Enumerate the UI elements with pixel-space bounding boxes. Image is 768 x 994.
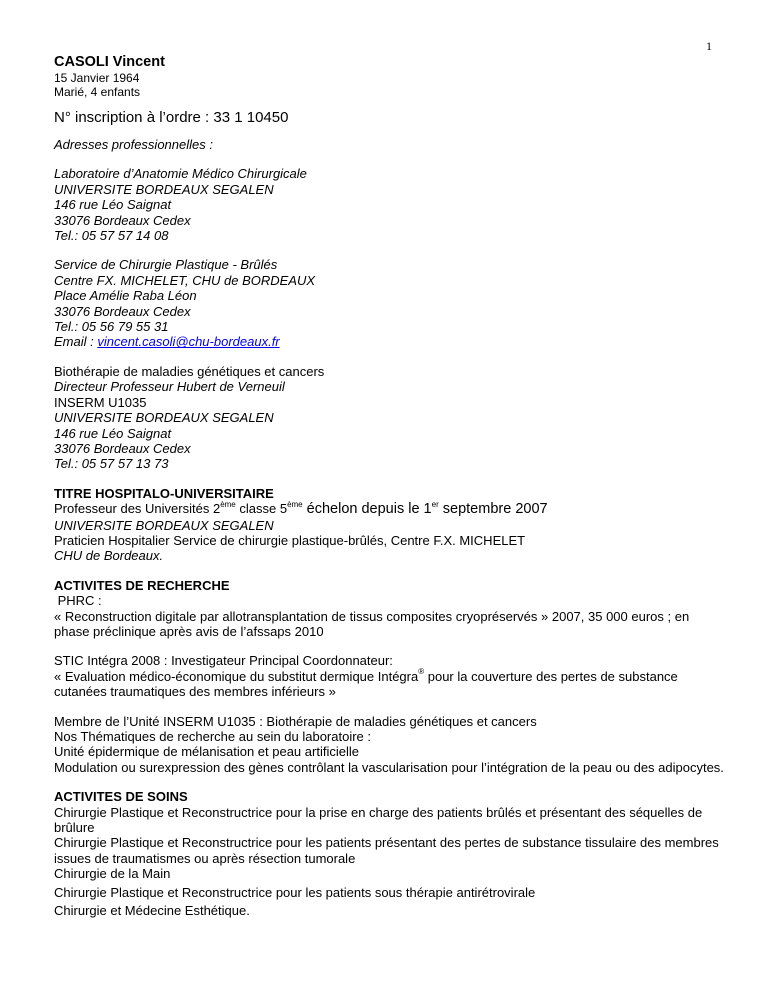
address-line: Service de Chirurgie Plastique - Brûlés — [54, 257, 278, 273]
address-line: 146 rue Léo Saignat — [54, 425, 172, 441]
soins-item: Chirurgie Plastique et Reconstructrice pour les patients sous thérapie antirétrovirale — [54, 884, 536, 900]
theme-item: Unité épidermique de mélanisation et peau artificielle — [54, 744, 359, 760]
birth-date: 15 Janvier 1964 — [54, 71, 140, 85]
address-line: 146 rue Léo Saignat — [54, 197, 172, 213]
person-name: CASOLI Vincent — [54, 54, 165, 70]
lab-address — [54, 166, 724, 243]
soins-item: Chirurgie de la Main — [54, 866, 171, 882]
registration-number: N° inscription à l’ordre : 33 1 10450 — [54, 109, 289, 126]
biotherapy-address — [54, 364, 724, 472]
professor-text: septembre 2007 — [438, 501, 548, 518]
address-line: UNIVERSITE BORDEAUX SEGALEN — [54, 181, 274, 197]
stic-line: STIC Intégra 2008 : Investigateur Principal Coordonnateur: — [54, 653, 393, 669]
address-line: Place Amélie Raba Léon — [54, 288, 197, 304]
stic-text-a: « Evaluation médico-économique du substitut dermique Intégra — [54, 668, 419, 684]
ordinal-sup: er — [431, 499, 439, 509]
professor-line — [54, 501, 724, 517]
theme-item: Modulation ou surexpression des gènes contrôlant la vascularisation pour l’intégration de la peau ou des adipocytes. — [54, 759, 724, 775]
address-line: Tel.: 05 56 79 55 31 — [54, 319, 169, 335]
unit-line: INSERM U1035 — [54, 394, 147, 410]
registered-sup: ® — [418, 667, 425, 677]
cv-content — [54, 54, 724, 918]
address-line: 33076 Bordeaux Cedex — [54, 440, 191, 456]
address-line: 33076 Bordeaux Cedex — [54, 212, 191, 228]
phrc-text: « Reconstruction digitale par allotransplantation de tissus composites cryopréservés » 2007, 35 000 euros ; en phase préclinique après avis de l’afssaps 2010 — [54, 608, 690, 639]
praticien-line: Praticien Hospitalier Service de chirurgie plastique-brûlés, Centre F.X. MICHELET — [54, 532, 526, 548]
chu-line: CHU de Bordeaux. — [54, 548, 164, 564]
soins-item: Chirurgie Plastique et Reconstructrice pour la prise en charge des patients brûlés et présentant des séquelles de brûlure — [54, 804, 703, 836]
professor-text: Professeur des Universités 2 — [54, 501, 221, 517]
email-line — [54, 334, 724, 349]
address-line: Tel.: 05 57 57 13 73 — [54, 456, 169, 472]
ordinal-sup: ème — [220, 499, 236, 509]
themes-line: Nos Thématiques de recherche au sein du laboratoire : — [54, 729, 372, 744]
soins-heading: ACTIVITES DE SOINS — [54, 789, 188, 805]
address-line: Laboratoire d’Anatomie Médico Chirurgicale — [54, 166, 307, 182]
professor-text: échelon depuis le 1 — [302, 501, 432, 518]
service-address — [54, 257, 724, 349]
university-line: UNIVERSITE BORDEAUX SEGALEN — [54, 517, 274, 533]
address-line: Centre FX. MICHELET, CHU de BORDEAUX — [54, 272, 316, 288]
soins-item: Chirurgie et Médecine Esthétique. — [54, 903, 250, 919]
membre-line: Membre de l’Unité INSERM U1035 : Biothérapie de maladies génétiques et cancers — [54, 713, 537, 729]
email-label: Email : — [54, 334, 98, 350]
email-link[interactable]: vincent.casoli@chu-bordeaux.fr — [97, 334, 280, 350]
ordinal-sup: ème — [287, 499, 303, 509]
phrc-label: PHRC : — [54, 593, 102, 609]
address-line: UNIVERSITE BORDEAUX SEGALEN — [54, 410, 274, 426]
address-line: 33076 Bordeaux Cedex — [54, 303, 191, 319]
stic-text-b: pour la couverture des pertes de substance cutanées traumatiques des membres inférieurs » — [54, 668, 678, 700]
professor-text: classe 5 — [235, 501, 288, 517]
family-status: Marié, 4 enfants — [54, 85, 141, 99]
address-line: Tel.: 05 57 57 14 08 — [54, 228, 169, 244]
soins-item: Chirurgie Plastique et Reconstructrice pour les patients présentant des pertes de substance tissulaire des membres issues de traumatismes ou après résection tumorale — [54, 835, 719, 866]
stic-text — [54, 669, 724, 700]
titre-heading: TITRE HOSPITALO-UNIVERSITAIRE — [54, 485, 274, 501]
recherche-heading: ACTIVITES DE RECHERCHE — [54, 577, 230, 593]
addresses-label: Adresses professionnelles : — [54, 137, 213, 152]
page-number: 1 — [706, 39, 712, 53]
director-line: Directeur Professeur Hubert de Verneuil — [54, 379, 285, 395]
biotherapy-title: Biothérapie de maladies génétiques et cancers — [54, 363, 325, 379]
